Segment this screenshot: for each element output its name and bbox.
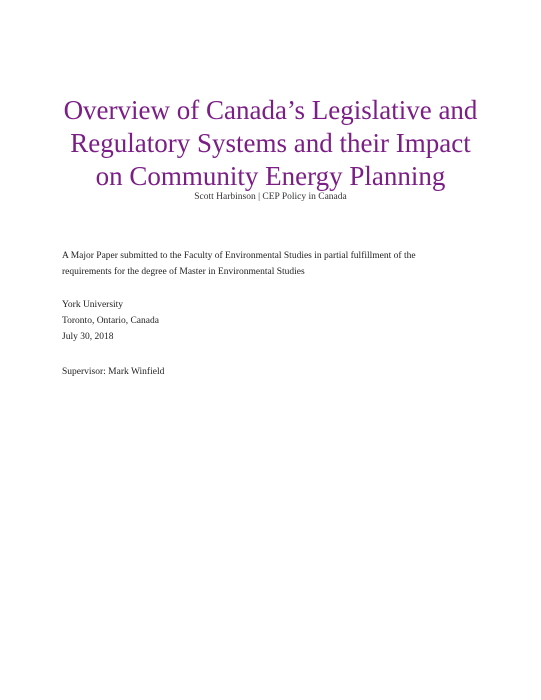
submission-date: July 30, 2018 (62, 332, 114, 342)
title-line: Regulatory Systems and their Impact (70, 128, 471, 158)
submission-line: requirements for the degree of Master in Environmental Studies (62, 267, 305, 277)
title-line: on Community Energy Planning (95, 161, 446, 191)
submission-line: A Major Paper submitted to the Faculty of Environmental Studies in partial fulfillment of the (62, 251, 416, 261)
university-location: Toronto, Ontario, Canada (62, 316, 159, 326)
institution-info (62, 297, 502, 345)
author-byline: Scott Harbinson | CEP Policy in Canada (194, 192, 347, 202)
university-name: York University (62, 300, 124, 310)
submission-statement (62, 248, 502, 280)
supervisor-line: Supervisor: Mark Winfield (62, 367, 165, 377)
title-line: Overview of Canada’s Legislative and (63, 95, 478, 125)
document-title (20, 94, 521, 193)
